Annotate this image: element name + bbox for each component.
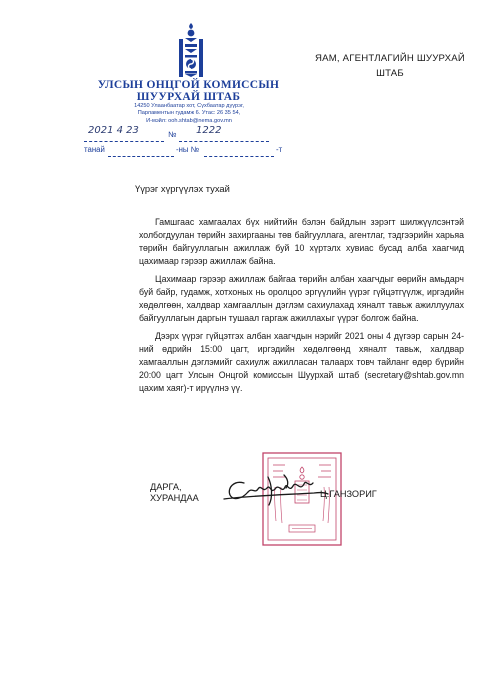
body-paragraph-3: Дээрх үүрэг гүйцэтгэх албан хаагчдын нэрийг 2021 оны 4 дүгээр сарын 24-ний өдрийн 15:00 цагт, иргэдийн хөдөлгөөнд хяналт тавьж, халдвар хамгааллын дэглэмийг сахиулж ажилласан талаарх товч тайланг өдөр бүрийн 20:00 цагт Улсын Онцгой комиссын Шуурхай штаб (secretary@shtab.gov.mn цахим хаяг)-т ирүүлнэ үү. <box>139 330 464 394</box>
letter-body <box>139 216 464 400</box>
outgoing-reference-line <box>84 125 284 144</box>
tanai-underline <box>108 156 174 157</box>
signer-title-line2: ХУРАНДАА <box>150 493 199 503</box>
t-label: -т <box>276 145 283 154</box>
ny-number-label: -ны № <box>176 145 200 154</box>
recipient-block <box>305 51 475 81</box>
soyombo-emblem-icon <box>174 22 208 78</box>
incoming-number-underline <box>204 156 274 157</box>
letter-subject: Үүрэг хүргүүлэх тухай <box>135 183 230 194</box>
signer-name: Ц.ГАНЗОРИГ <box>320 489 377 499</box>
body-paragraph-2: Цахимаар гэрээр ажиллаж байгаа төрийн албан хаагчдыг өөрийн амьдарч буй байр, гудамж, хотхоных нь оролцоо эргүүлийн үүрэг гүйцэтгүүлж, иргэдийн хөдөлгөөн, халдвар хамгааллын дэглэм сахиулахад хяналт тавьж ажиллуулах байгууллагын даргын тушаал гаргаж ажиллахыг үүрэг болгож байна. <box>139 273 464 324</box>
incoming-reference-line <box>84 145 284 159</box>
number-label: № <box>168 130 177 139</box>
handwritten-signature <box>222 470 330 510</box>
organization-name-line1: УЛСЫН ОНЦГОЙ КОМИССЫН <box>97 79 280 91</box>
address-line1: 14250 Улаанбаатар хот, Сүхбаатар дүүрэг, <box>134 103 244 109</box>
letter-date: 2021 4 23 <box>88 125 139 136</box>
organization-address <box>100 103 278 125</box>
recipient-line2: ШТАБ <box>376 68 404 79</box>
signer-title-line1: ДАРГА, <box>150 482 182 492</box>
address-line2: Парламентын гудамж 6. Утас: 26 35 54, <box>137 110 241 117</box>
letter-number: 1222 <box>196 125 222 136</box>
body-paragraph-1: Гамшгаас хамгаалах бүх нийтийн бэлэн байдлын зэрэгт шилжүүлсэнтэй холбогдуулан төрийн захиргааны төв байгууллага, агентлаг, тэдгээрийн харьяа төрийн байгууллагын ажиллаж буй 10 хүртэлх хувиас бусад алба хаагчид цахимаар гэрээр ажиллаж байна. <box>139 217 464 267</box>
organization-name-line2: ШУУРХАЙ ШТАБ <box>136 91 241 103</box>
recipient-line1: ЯАМ, АГЕНТЛАГИЙН ШУУРХАЙ <box>315 53 465 64</box>
number-underline <box>179 141 269 142</box>
organization-name <box>96 79 281 103</box>
date-underline <box>84 141 164 142</box>
tanai-label: танай <box>84 145 105 154</box>
address-line3: И-мэйл: ooh.shtab@nema.gov.mn <box>146 117 232 124</box>
